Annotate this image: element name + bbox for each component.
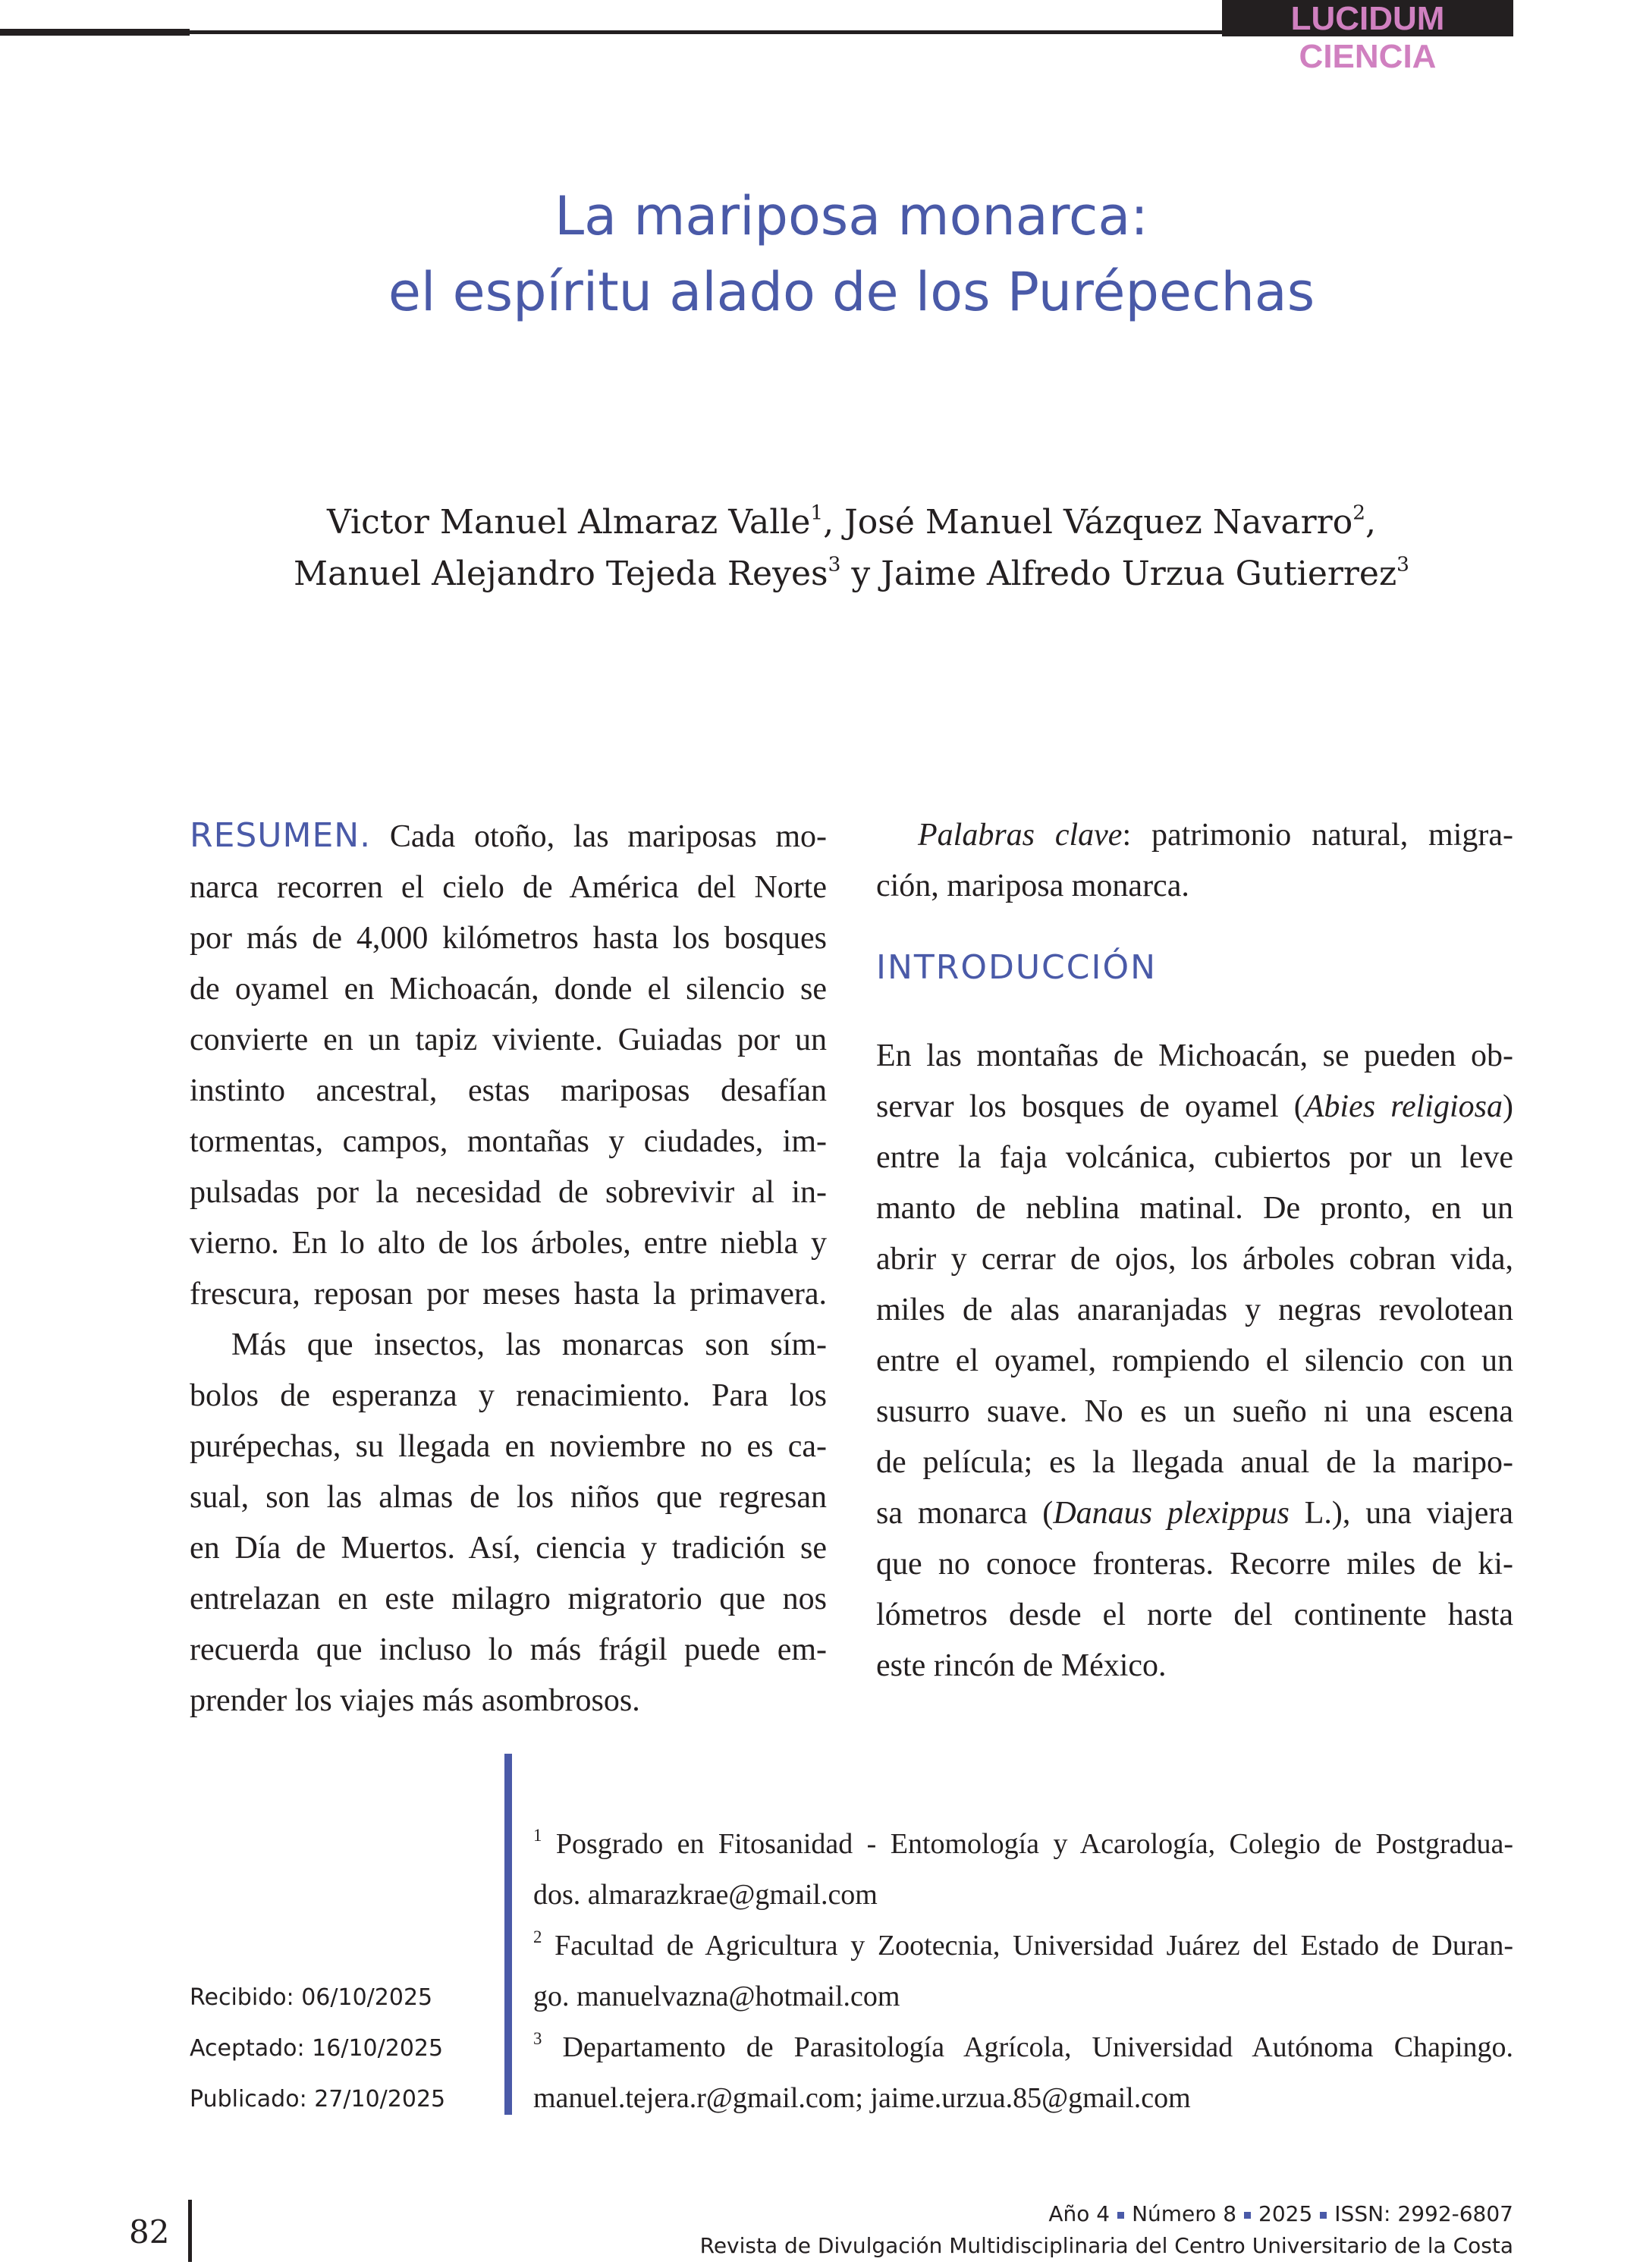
text-line: servar los bosques de oyamel (Abies religiosa): [876, 1089, 1513, 1124]
section-heading-introduction: INTRODUCCIÓN: [876, 948, 1158, 987]
separator: ,: [1365, 503, 1376, 542]
date-published: Publicado: 27/10/2025: [190, 2086, 446, 2113]
text-line: RESUMEN. Cada otoño, las mariposas mo-: [190, 816, 827, 855]
text-line: de película; es la llegada anual de la maripo-: [876, 1445, 1513, 1480]
date-accepted: Aceptado: 16/10/2025: [190, 2035, 444, 2062]
text-line: manto de neblina matinal. De pronto, en un: [876, 1191, 1513, 1226]
affiliation-mark: 3: [1396, 552, 1409, 576]
footnote-line: manuel.tejera.r@gmail.com; jaime.urzua.85@gmail.com: [533, 2082, 1191, 2114]
journal-footer: [700, 2198, 1513, 2262]
text-line: entre el oyamel, rompiendo el silencio con un: [876, 1343, 1513, 1378]
page-number: 82: [129, 2213, 170, 2251]
text-line: lómetros desde el norte del continente hasta: [876, 1597, 1513, 1632]
page-number-divider: [188, 2200, 192, 2262]
text-line: en Día de Muertos. Así, ciencia y tradición se: [190, 1531, 827, 1566]
text-line: ción, mariposa monarca.: [876, 869, 1189, 903]
issue-info: Año 4 Número 8 2025 ISSN: 2992-6807: [1048, 2201, 1513, 2226]
text-line: tormentas, campos, montañas y ciudades, im-: [190, 1124, 827, 1159]
section-label: LUCIDUM CIENCIA: [1222, 0, 1513, 36]
text-line: bolos de esperanza y renacimiento. Para los: [190, 1378, 827, 1413]
introduction-column: [876, 810, 1513, 1692]
keywords: [876, 810, 1513, 912]
text-line: pulsadas por la necesidad de sobrevivir al in-: [190, 1175, 827, 1210]
abstract-paragraph-2: [190, 1320, 827, 1726]
affiliation-footnotes: [533, 1819, 1513, 2124]
text-line: susurro suave. No es un sueño ni una escena: [876, 1394, 1513, 1429]
species-name: Abies religiosa: [1304, 1089, 1503, 1124]
affiliation-mark: 1: [810, 501, 824, 525]
title-line-1: La mariposa monarca:: [554, 185, 1148, 247]
abstract-label: RESUMEN.: [190, 816, 372, 855]
text-line: purépechas, su llegada en noviembre no es ca-: [190, 1429, 827, 1464]
author-list: [190, 497, 1513, 600]
text-line: abrir y cerrar de ojos, los árboles cobran vida,: [876, 1242, 1513, 1277]
author-name: , José Manuel Vázquez Navarro: [823, 503, 1353, 542]
introduction-paragraph: [876, 1031, 1513, 1692]
text-line: Palabras clave: patrimonio natural, migra-: [918, 818, 1513, 853]
text-line: recuerda que incluso lo más frágil puede em-: [190, 1632, 827, 1667]
header-rule-accent: [0, 29, 190, 36]
bullet-square-icon: [1320, 2212, 1327, 2219]
footnote-line: go. manuelvazna@hotmail.com: [533, 1981, 900, 2012]
text-line: entre la faja volcánica, cubiertos por un leve: [876, 1140, 1513, 1175]
text-line: este rincón de México.: [876, 1648, 1167, 1683]
text-line: frescura, reposan por meses hasta la primavera.: [190, 1277, 827, 1311]
affiliation-mark: 3: [828, 552, 841, 576]
author-line-2: [190, 548, 1513, 600]
footnote-line: $^3$ Departamento de Parasitología Agrícola, Universidad Autónoma Chapingo.: [533, 2029, 1513, 2063]
date-received: Recibido: 06/10/2025: [190, 1984, 433, 2011]
text-line: entrelazan en este milagro migratorio que nos: [190, 1582, 827, 1616]
author-name: Victor Manuel Almaraz Valle: [327, 503, 811, 542]
text-line: vierno. En lo alto de los árboles, entre niebla y: [190, 1226, 827, 1261]
text-line: instinto ancestral, estas mariposas desafían: [190, 1073, 827, 1108]
text-line: narca recorren el cielo de América del Norte: [190, 870, 827, 905]
footnote-accent-bar: [504, 1754, 512, 2115]
text-line: sual, son las almas de los niños que regresan: [190, 1480, 827, 1515]
text-line: prender los viajes más asombrosos.: [190, 1683, 640, 1718]
journal-name: Revista de Divulgación Multidisciplinaria del Centro Universitario de la Costa: [699, 2233, 1513, 2258]
author-name: Manuel Alejandro Tejeda Reyes: [294, 554, 828, 593]
author-line-1: [190, 497, 1513, 548]
title-line-2: el espíritu alado de los Purépechas: [388, 261, 1315, 323]
text-line: En las montañas de Michoacán, se pueden ob-: [876, 1038, 1513, 1073]
abstract-paragraph-1: [190, 810, 827, 1320]
text-line: Más que insectos, las monarcas son sím-: [231, 1327, 827, 1362]
text-line: miles de alas anaranjadas y negras revolotean: [876, 1293, 1513, 1327]
affiliation-mark: 2: [1352, 501, 1365, 525]
footnote-line: dos. almarazkrae@gmail.com: [533, 1879, 878, 1911]
keywords-label: Palabras clave: [918, 818, 1123, 853]
species-name: Danaus plexippus: [1053, 1496, 1290, 1531]
footnote-line: $^2$ Facultad de Agricultura y Zootecnia, Universidad Juárez del Estado de Duran-: [533, 1927, 1513, 1962]
footnote-line: $^1$ Posgrado en Fitosanidad - Entomología y Acarología, Colegio de Postgradua-: [533, 1826, 1513, 1860]
article-title: [190, 178, 1513, 330]
text-line: sa monarca (Danaus plexippus L.), una viajera: [876, 1496, 1513, 1531]
text-line: por más de 4,000 kilómetros hasta los bosques: [190, 921, 827, 956]
text-line: que no conoce fronteras. Recorre miles de ki-: [876, 1547, 1513, 1582]
text-line: convierte en un tapiz viviente. Guiadas por un: [190, 1022, 827, 1057]
author-name: y Jaime Alfredo Urzua Gutierrez: [840, 554, 1397, 593]
abstract-column: [190, 810, 827, 1726]
bullet-square-icon: [1244, 2212, 1251, 2219]
bullet-square-icon: [1117, 2212, 1124, 2219]
article-dates: [190, 1972, 445, 2125]
text-line: de oyamel en Michoacán, donde el silencio se: [190, 972, 827, 1007]
